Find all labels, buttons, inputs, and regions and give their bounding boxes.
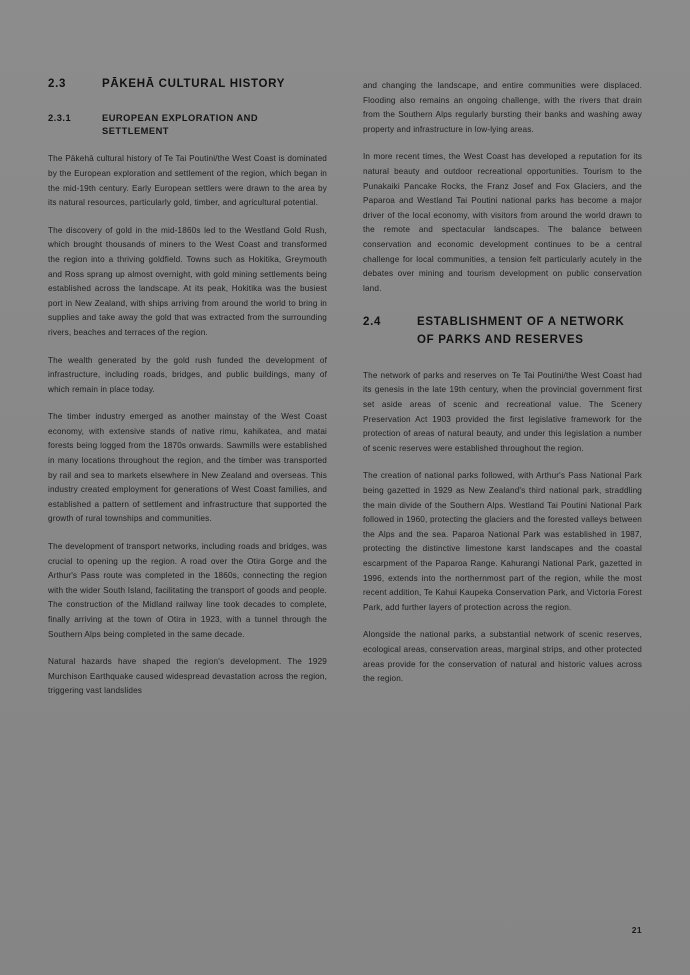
section-heading-2-4 bbox=[363, 314, 642, 349]
paragraph: The timber industry emerged as another mainstay of the West Coast economy, with extensive stands of native rimu, kahikatea, and matai forests being logged from the 1870s onwards. Sawmills were established in many locations throughout the region, and the timber was transported by rail and sea to markets elsewhere in New Zealand and overseas. This industry created employment for generations of West Coast families, and established a pattern of settlement and infrastructure that supported the growth of rural townships and communities. bbox=[48, 412, 327, 524]
section-number: 2.4 bbox=[363, 316, 382, 329]
section-heading-2-3 bbox=[48, 78, 327, 90]
right-column bbox=[363, 78, 642, 687]
subsection-number: 2.3.1 bbox=[48, 113, 72, 123]
paragraph: The network of parks and reserves on Te Tai Poutini/the West Coast had its genesis in the late 19th century, when the provincial government first set aside areas of scenic and recreational value. The Scenery Preservation Act 1903 provided the first legislative framework for the protection of areas of natural beauty, and under this legislation a number of scenic reserves were established throughout the region. bbox=[363, 370, 642, 453]
paragraph: The development of transport networks, including roads and bridges, was crucial to opening up the region. A road over the Otira Gorge and the Arthur's Pass route was completed in the 1860s, connecting the region with the wider South Island, facilitating the transport of goods and people. The construction of the Midland railway line took decades to complete, finally arriving at the town of Otira in 1923, with a tunnel through the Southern Alps being completed in the same decade. bbox=[48, 542, 327, 639]
page-content bbox=[48, 78, 642, 918]
section-number: 2.3 bbox=[48, 78, 67, 90]
paragraph: The discovery of gold in the mid-1860s led to the Westland Gold Rush, which brought thousands of miners to the West Coast and transformed the region into a thriving goldfield. Towns such as Hokitika, Greymouth and Ross sprang up almost overnight, with gold mining settlements being established across the landscape. At its peak, Hokitika was the busiest port in New Zealand, with ships arriving from around the world to bring in supplies and take away the gold that was extracted from the surrounding rivers, beaches and terraces of the region. bbox=[48, 225, 327, 337]
two-column-layout bbox=[48, 78, 642, 699]
paragraph: and changing the landscape, and entire communities were displaced. Flooding also remains an ongoing challenge, with the rivers that drain from the Southern Alps regularly bursting their banks and washing away property and infrastructure in low-lying areas. bbox=[363, 81, 642, 134]
left-column bbox=[48, 78, 327, 699]
subsection-heading-2-3-1 bbox=[48, 112, 327, 138]
paragraph: The creation of national parks followed, with Arthur's Pass National Park being gazetted in 1929 as New Zealand's third national park, straddling the main divide of the Southern Alps. Westland Tai Poutini National Park followed in 1960, protecting the glaciers and the forested valleys between the Alps and the sea. Paparoa National Park was established in 1987, protecting the distinctive limestone karst landscapes and the coastal escarpment of the Paparoa Range. Kahurangi National Park, gazetted in 1996, extends into the northernmost part of the region, while the most recent addition, Te Kahui Kaupeka Conservation Park, and Victoria Forest Park, add further layers of protection across the region. bbox=[363, 471, 642, 612]
subsection-title: EUROPEAN EXPLORATION AND SETTLEMENT bbox=[102, 113, 259, 137]
paragraph: Natural hazards have shaped the region's development. The 1929 Murchison Earthquake caused widespread devastation across the region, triggering vast landslides bbox=[48, 657, 327, 696]
section-title: ESTABLISHMENT OF A NETWORK OF PARKS AND RESERVES bbox=[417, 316, 625, 346]
paragraph: Alongside the national parks, a substantial network of scenic reserves, ecological areas, conservation areas, marginal strips, and other protected areas provide for the conservation of natural and historic values across the region. bbox=[363, 630, 642, 684]
page-number: 21 bbox=[631, 925, 642, 935]
paragraph: The Pākehā cultural history of Te Tai Poutini/the West Coast is dominated by the European exploration and settlement of the region, which began in the mid-19th century. Early European settlers were drawn to the area by its natural resources, particularly gold, timber, and agricultural potential. bbox=[48, 154, 327, 208]
paragraph: The wealth generated by the gold rush funded the development of infrastructure, including roads, bridges, and public buildings, many of which remain in place today. bbox=[48, 355, 327, 394]
section-title: PĀKEHĀ CULTURAL HISTORY bbox=[102, 78, 286, 90]
paragraph: In more recent times, the West Coast has developed a reputation for its natural beauty and outdoor recreational opportunities. Tourism to the Punakaiki Pancake Rocks, the Franz Josef and Fox Glaciers, and the Paparoa and Westland Tai Poutini national parks has become a major driver of the local economy, with visitors from around the world drawn to the remote and spectacular landscapes. The balance between conservation and economic development continues to be a central challenge for local communities, a tension felt particularly acutely in the debates over mining and tourism development on public conservation land. bbox=[363, 152, 642, 293]
